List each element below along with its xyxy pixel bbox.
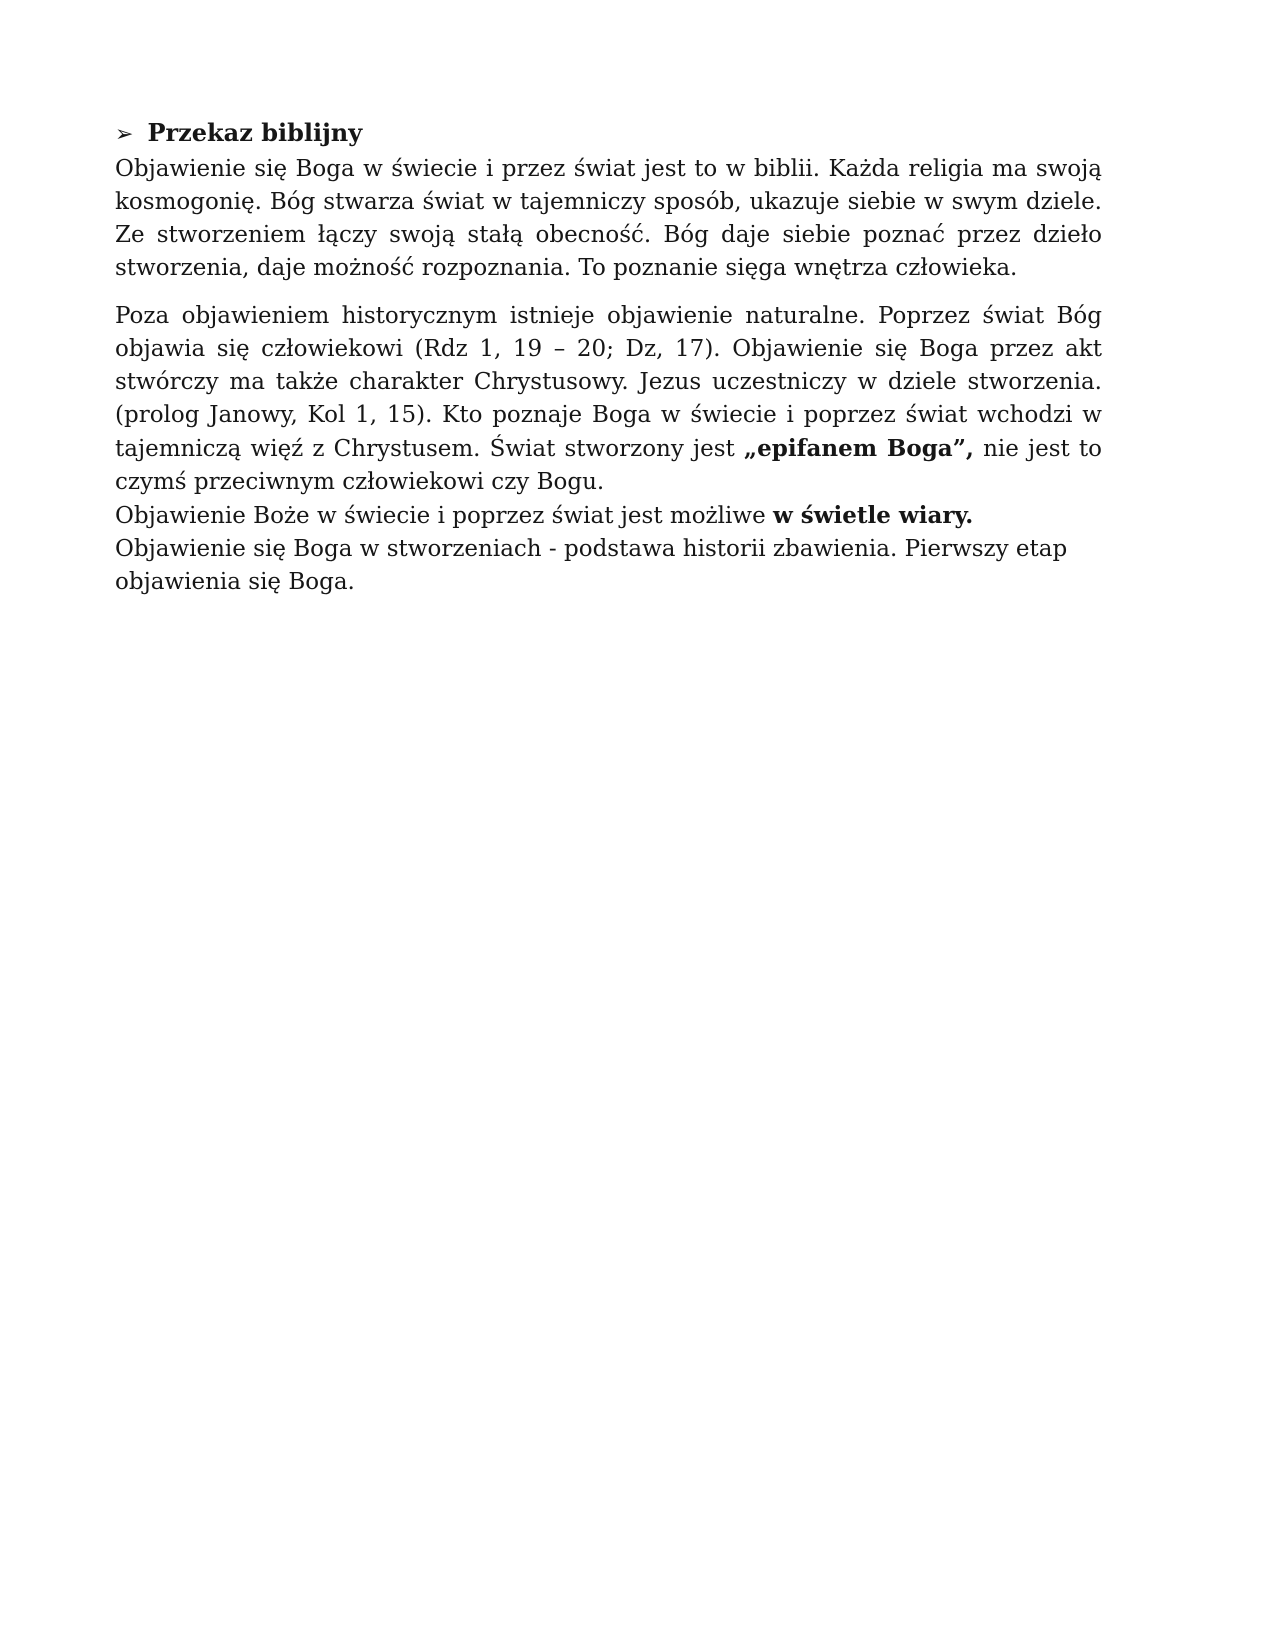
paragraph-2: Poza objawieniem historycznym istnieje objawienie naturalne. Poprzez świat Bóg objawia się człowiekowi (Rdz 1, 19 – 20; Dz, 17). Objawienie się Boga przez akt stwórczy ma także charakter Chrystusowy. Jezus uczestniczy w dziele stworzenia. (prolog Janowy, Kol 1, 15). Kto poznaje Boga w świecie i poprzez świat wchodzi w tajemniczą więź z Chrystusem. Świat stworzony jest „epifanem Boga”, nie jest to czymś przeciwnym człowiekowi czy Bogu.	[115, 303, 1103, 495]
document-heading	[115, 116, 1102, 151]
paragraph-3: Objawienie Boże w świecie i poprzez świat jest możliwe w świetle wiary.	[115, 502, 974, 529]
paragraph-1: Objawienie się Boga w świecie i przez świat jest to w biblii. Każda religia ma swoją kosmogonię. Bóg stwarza świat w tajemniczy sposób, ukazuje siebie w swym dziele. Ze stworzeniem łączy swoją stałą obecność. Bóg daje siebie poznać przez dzieło stworzenia, daje możność rozpoznania. To poznanie sięga wnętrza człowieka.	[115, 156, 1102, 281]
arrow-bullet-icon: ➢	[115, 122, 134, 147]
heading-text: Przekaz biblijny	[147, 118, 363, 147]
paragraph-4: Objawienie się Boga w stworzeniach - podstawa historii zbawienia. Pierwszy etap objawienia się Boga.	[115, 536, 1068, 595]
